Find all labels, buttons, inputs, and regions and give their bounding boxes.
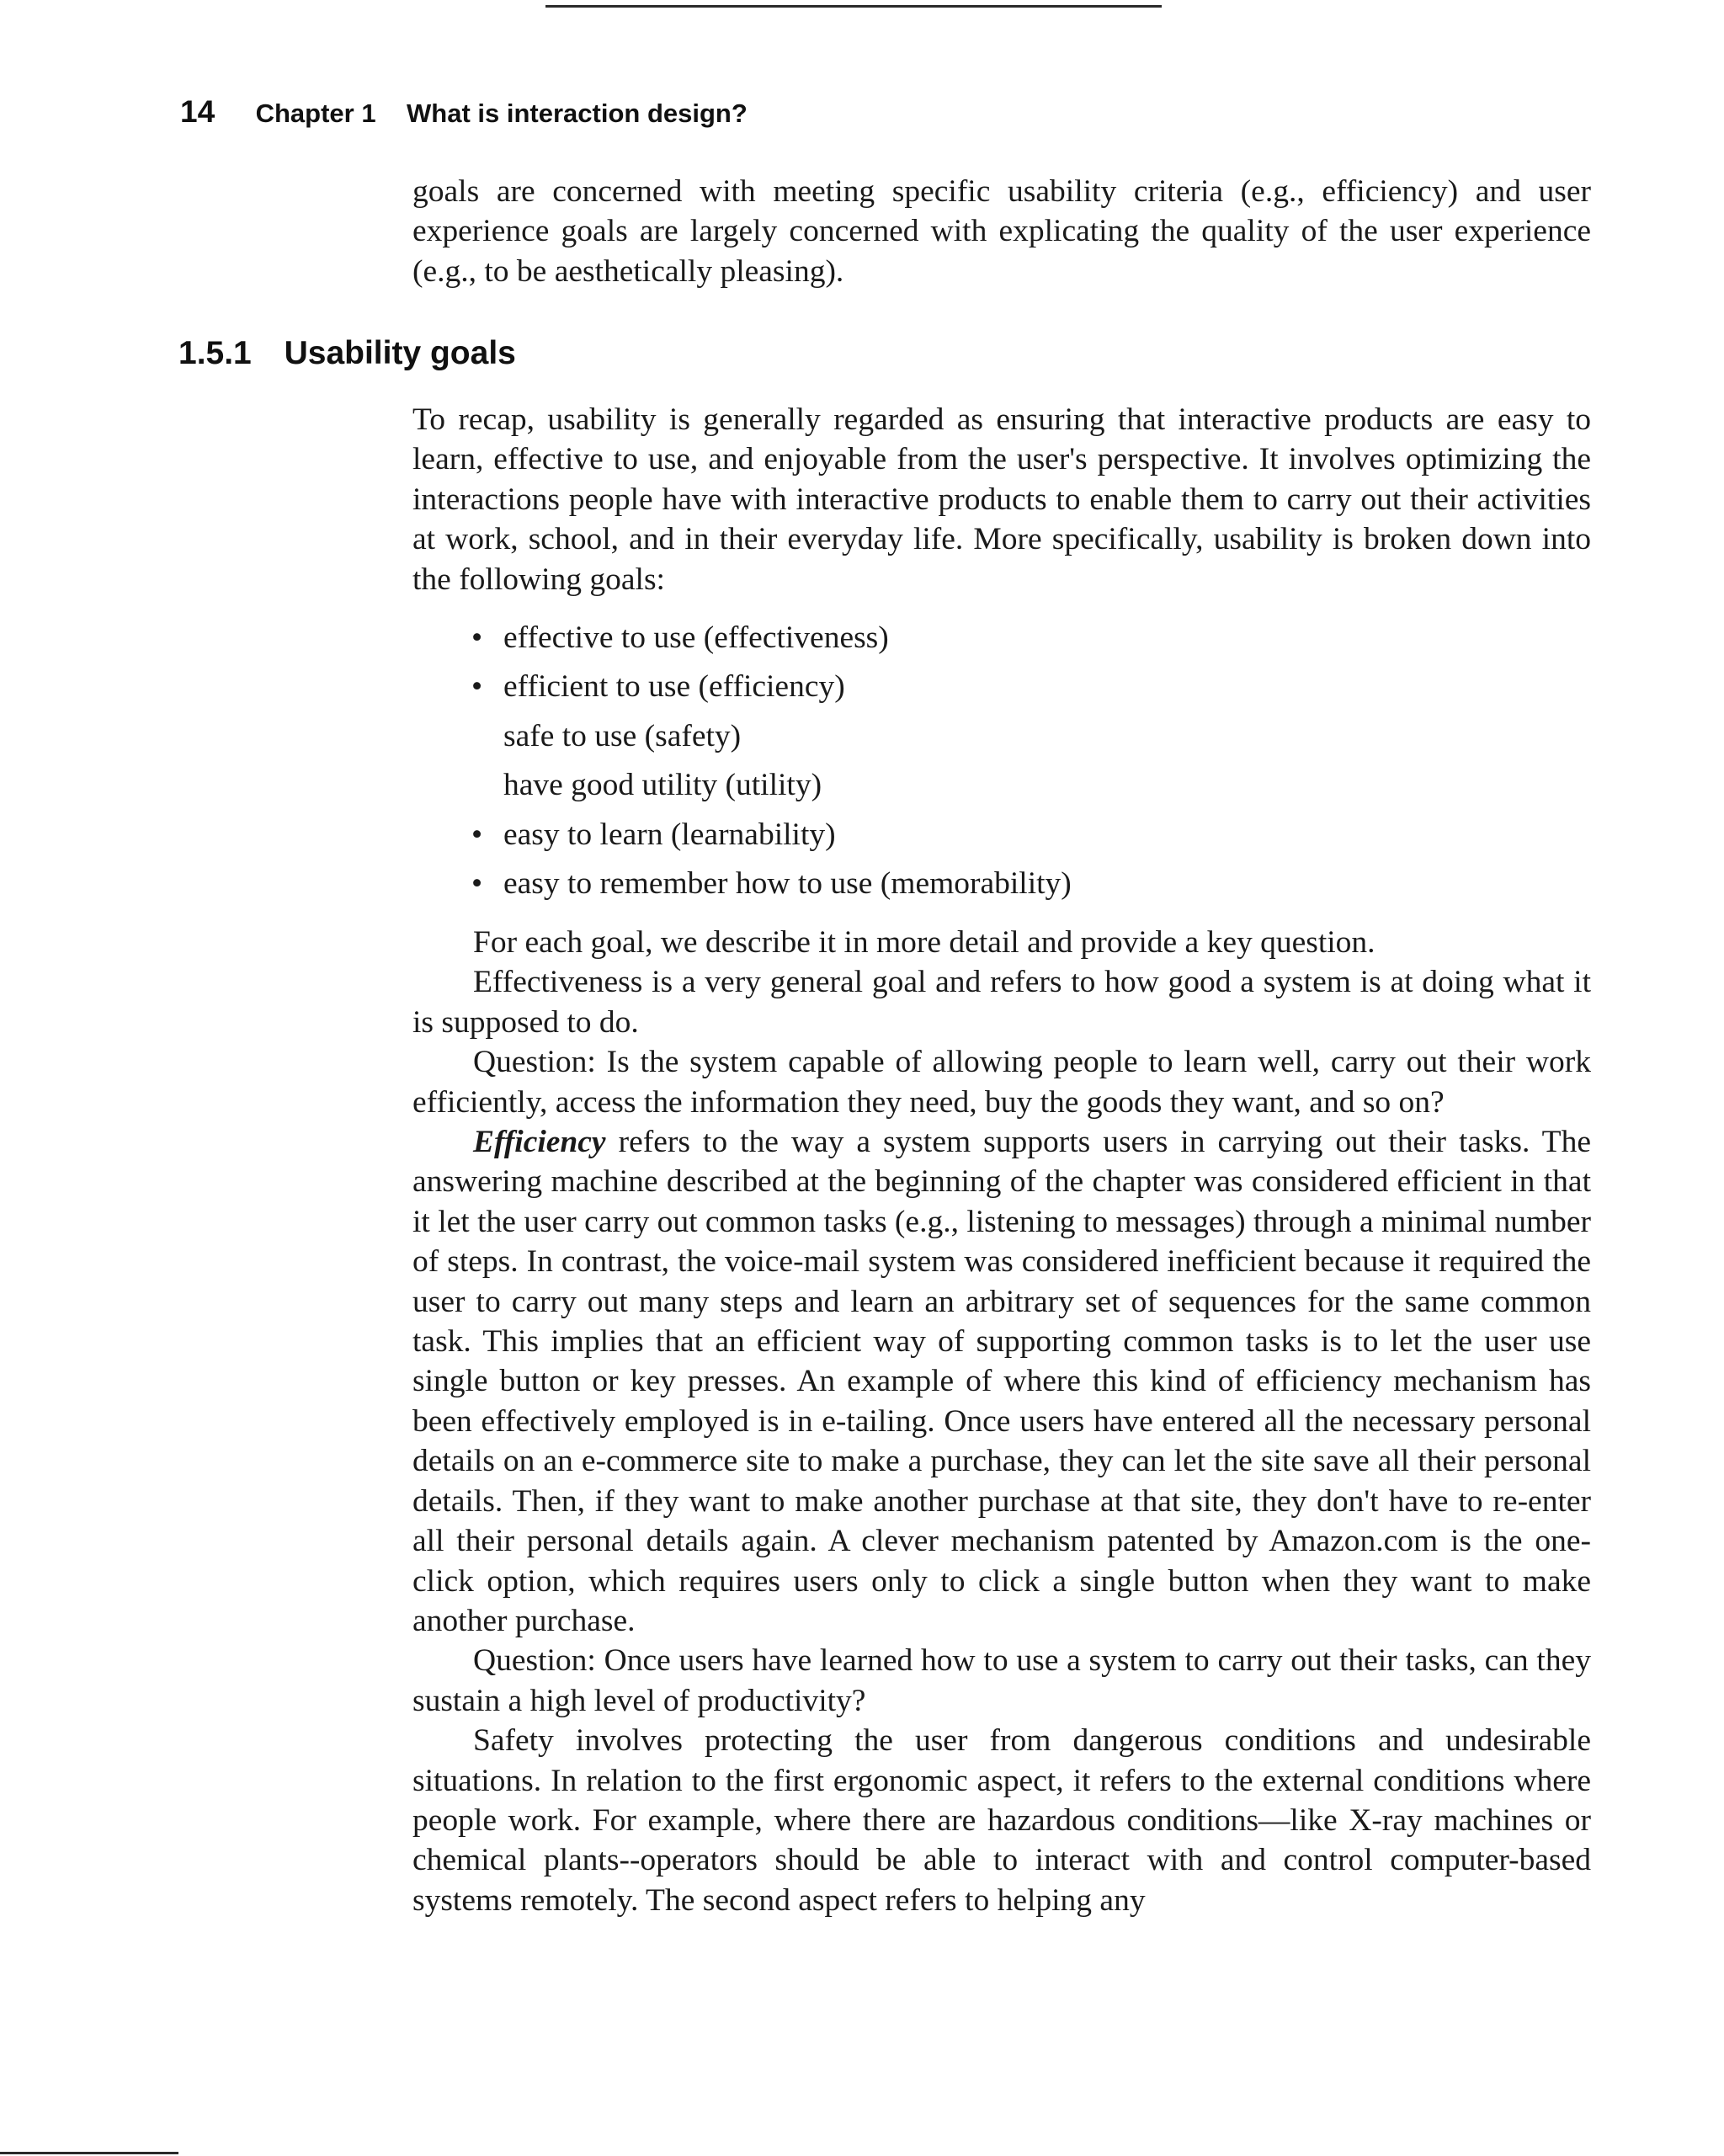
intro-paragraph: goals are concerned with meeting specific usability criteria (e.g., efficiency) and user experience goals are largely concerned with explicating the quality of the user experience (e.g., to be aesthetically pleasing). [412, 174, 1591, 289]
paragraph-effectiveness: Effectiveness is a very general goal and refers to how good a system is at doing what it is supposed to do. [412, 965, 1591, 1040]
running-head [180, 94, 748, 130]
list-item [471, 667, 1566, 706]
bullet-icon: • [471, 620, 483, 655]
main-text [412, 923, 1591, 1920]
paragraph-goal-intro: For each goal, we describe it in more detail and provide a key question. [473, 925, 1375, 960]
paragraph-safety: Safety involves protecting the user from dangerous conditions and undesirable situations. In relation to the first ergonomic aspect, it refers to the external conditions where people work. For example, where there are hazardous conditions—like X-ray machines or chemical plants--operators should be able to interact with and control computer-based systems remotely. The second aspect refers to helping any [412, 1723, 1591, 1918]
section-heading [178, 335, 516, 372]
top-rule [545, 5, 1162, 8]
list-item-text: easy to remember how to use (memorability) [503, 866, 1072, 902]
list-item [471, 815, 1566, 854]
section-number: 1.5.1 [178, 335, 252, 371]
page-number: 14 [180, 94, 216, 129]
usability-goals-list [471, 618, 1566, 913]
list-item-text: effective to use (effectiveness) [503, 620, 889, 655]
chapter-label: Chapter 1 [255, 98, 376, 128]
list-item-text: safe to use (safety) [503, 718, 742, 753]
bullet-icon: • [471, 817, 483, 852]
list-item [471, 864, 1566, 903]
list-item [471, 618, 1566, 657]
list-item-text: have good utility (utility) [503, 768, 822, 803]
bottom-rule [0, 2152, 178, 2154]
recap-paragraph: To recap, usability is generally regarded as ensuring that interactive products are easy to learn, effective to use, and enjoyable from the user's perspective. It involves optimizing the interactions people have with interactive products to enable them to carry out their activities at work, school, and in their everyday life. More specifically, usability is broken down into the following goals: [412, 402, 1591, 597]
list-item-text: efficient to use (efficiency) [503, 669, 845, 705]
chapter-title: What is interaction design? [407, 98, 748, 128]
paragraph-effectiveness-question: Question: Is the system capable of allowing people to learn well, carry out their work efficiently, access the information they need, buy the goods they want, and so on? [412, 1045, 1591, 1120]
paragraph-efficiency-question: Question: Once users have learned how to use a system to carry out their tasks, can they sustain a high level of productivity? [412, 1643, 1591, 1718]
list-item [471, 765, 1566, 805]
paragraph-efficiency-text: refers to the way a system supports users in carrying out their tasks. The answering machine described at the beginning of the chapter was considered efficient in that it let the user carry out common tasks (e.g., listening to messages) through a minimal number of steps. In contrast, the voice-mail system was considered inefficient because it required the user to carry out many steps and learn an arbitrary set of sequences for the same common task. This implies that an efficient way of supporting common tasks is to let the user use single button or key presses. An example of where this kind of efficiency mechanism has been effectively employed is in e-tailing. Once users have entered all the necessary personal details on an e-commerce site to make a purchase, they can let the site save all their personal details. Then, if they want to make another purchase at that site, they don't have to re-enter all their personal details again. A clever mechanism patented by Amazon.com is the one-click option, which requires users only to click a single button when they want to make another purchase. [412, 1125, 1591, 1638]
paragraph-efficiency [412, 1122, 1591, 1641]
bullet-icon: • [471, 866, 483, 902]
section-title: Usability goals [284, 335, 516, 371]
bullet-icon: • [471, 669, 483, 705]
list-item-text: easy to learn (learnability) [503, 817, 836, 852]
list-item [471, 716, 1566, 756]
term-efficiency: Efficiency [473, 1125, 606, 1160]
